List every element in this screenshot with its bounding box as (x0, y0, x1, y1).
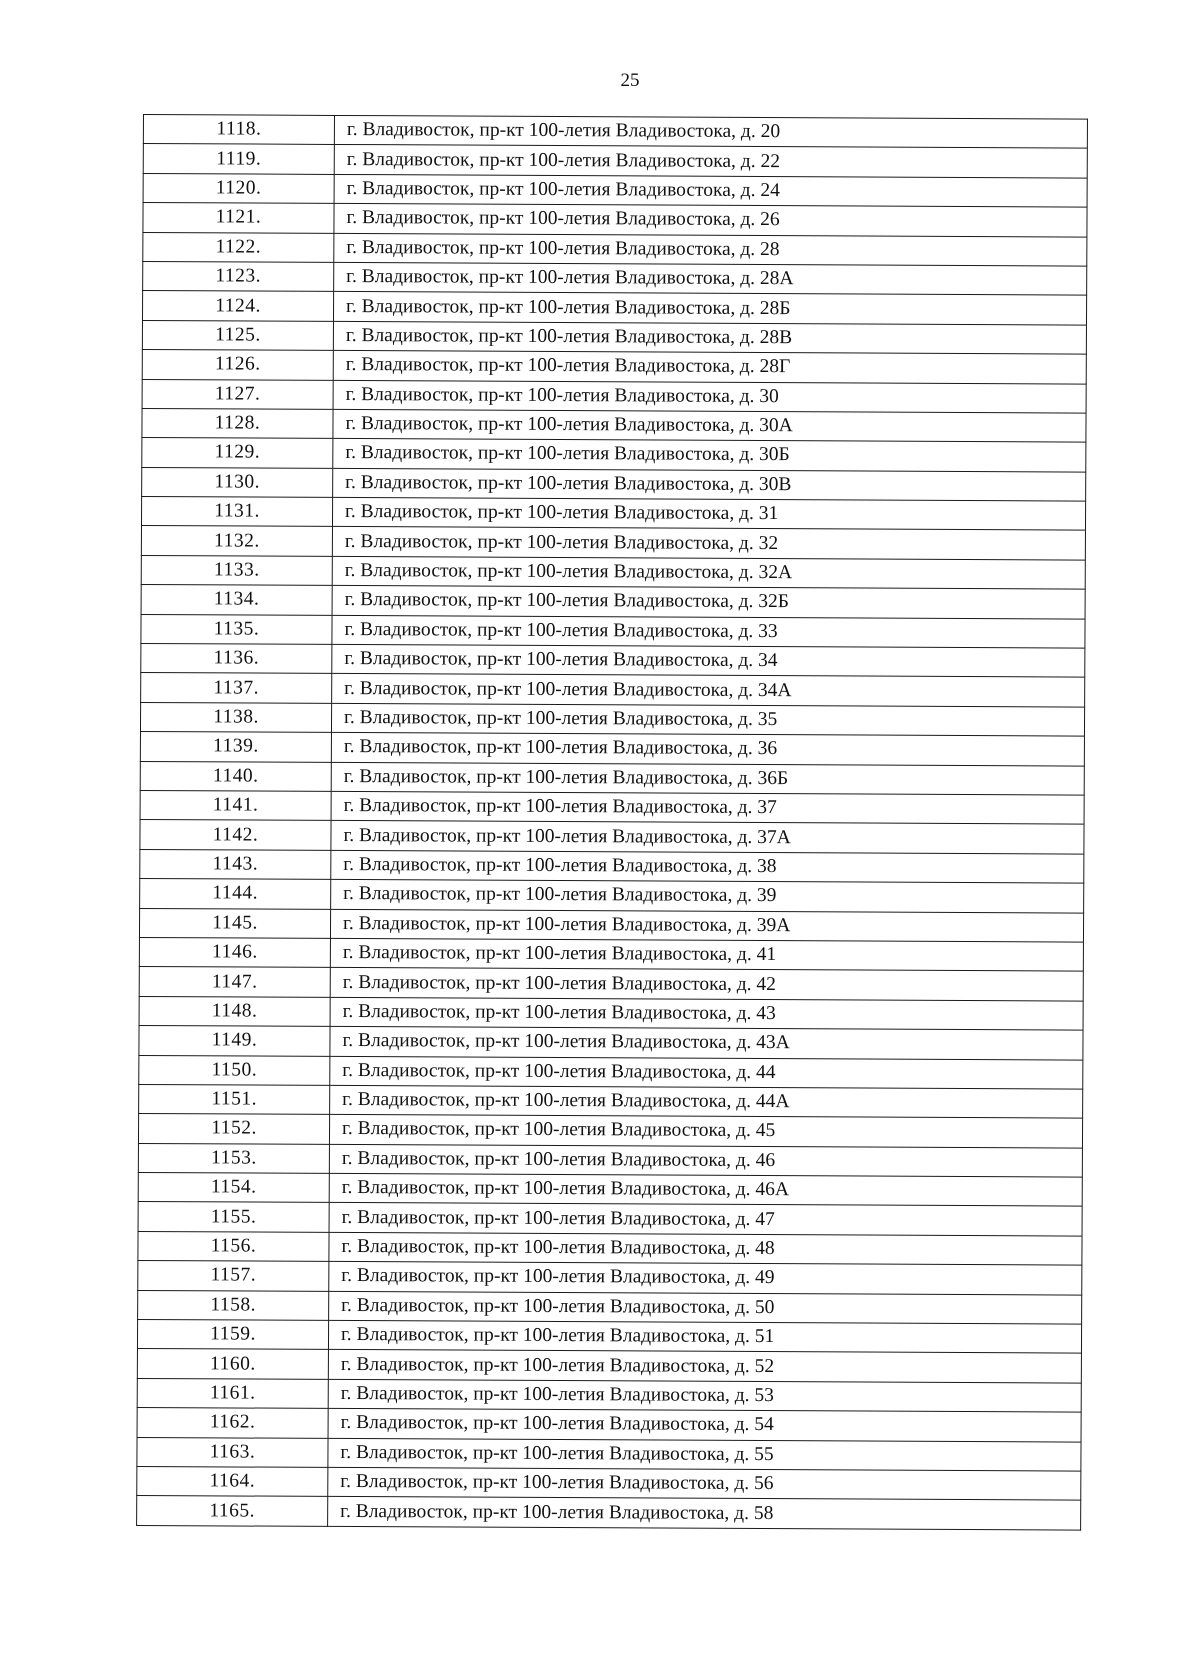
address-cell: г. Владивосток, пр-кт 100-летия Владивостока, д. 52 (328, 1350, 1081, 1383)
address-cell: г. Владивосток, пр-кт 100-летия Владивостока, д. 56 (328, 1467, 1081, 1500)
table-row (142, 408, 1086, 442)
row-number-cell: 1159. (137, 1320, 328, 1350)
row-number-cell: 1122. (143, 232, 334, 262)
row-number-cell: 1124. (142, 291, 333, 321)
address-cell: г. Владивосток, пр-кт 100-летия Владивостока, д. 20 (334, 115, 1087, 148)
row-number-cell: 1144. (140, 879, 331, 909)
row-number-cell: 1152. (138, 1114, 329, 1144)
address-cell: г. Владивосток, пр-кт 100-летия Владивостока, д. 36Б (331, 762, 1084, 795)
row-number-cell: 1134. (141, 585, 332, 615)
table-row (141, 644, 1085, 678)
address-cell: г. Владивосток, пр-кт 100-летия Владивостока, д. 30А (333, 409, 1086, 442)
row-number-cell: 1129. (142, 438, 333, 468)
row-number-cell: 1140. (140, 761, 331, 791)
table-row (143, 115, 1087, 149)
address-cell: г. Владивосток, пр-кт 100-летия Владивостока, д. 30 (333, 380, 1086, 413)
table-row (143, 261, 1087, 295)
address-cell: г. Владивосток, пр-кт 100-летия Владивостока, д. 37А (331, 821, 1084, 854)
table-row (138, 1290, 1082, 1324)
row-number-cell: 1153. (138, 1143, 329, 1173)
table-row (142, 291, 1086, 325)
table-row (142, 320, 1086, 354)
row-number-cell: 1126. (142, 350, 333, 380)
row-number-cell: 1123. (143, 261, 334, 291)
table-row (137, 1320, 1081, 1354)
table-row (139, 996, 1083, 1030)
row-number-cell: 1136. (141, 644, 332, 674)
row-number-cell: 1142. (140, 820, 331, 850)
address-cell: г. Владивосток, пр-кт 100-летия Владивостока, д. 28Г (333, 351, 1086, 384)
row-number-cell: 1119. (143, 144, 334, 174)
address-cell: г. Владивосток, пр-кт 100-летия Владивостока, д. 32А (332, 556, 1085, 589)
row-number-cell: 1121. (143, 203, 334, 233)
table-row (143, 232, 1087, 266)
table-row (140, 732, 1084, 766)
table-row (143, 203, 1087, 237)
row-number-cell: 1138. (140, 702, 331, 732)
address-cell: г. Владивосток, пр-кт 100-летия Владивостока, д. 42 (330, 968, 1083, 1001)
table-row (137, 1437, 1081, 1471)
address-cell: г. Владивосток, пр-кт 100-летия Владивостока, д. 53 (328, 1379, 1081, 1412)
table-row (141, 526, 1085, 560)
row-number-cell: 1150. (139, 1055, 330, 1085)
row-number-cell: 1160. (137, 1349, 328, 1379)
page-number: 25 (620, 70, 640, 91)
table-row (141, 673, 1085, 707)
address-cell: г. Владивосток, пр-кт 100-летия Владивостока, д. 50 (329, 1291, 1082, 1324)
address-cell: г. Владивосток, пр-кт 100-летия Владивостока, д. 36 (331, 733, 1084, 766)
table-row (140, 879, 1084, 913)
row-number-cell: 1120. (143, 173, 334, 203)
table-row (137, 1496, 1081, 1530)
table-row (141, 555, 1085, 589)
address-cell: г. Владивосток, пр-кт 100-летия Владивостока, д. 28А (334, 262, 1087, 295)
address-cell: г. Владивосток, пр-кт 100-летия Владивостока, д. 31 (332, 498, 1085, 531)
table-row (140, 702, 1084, 736)
address-cell: г. Владивосток, пр-кт 100-летия Владивостока, д. 47 (329, 1203, 1082, 1236)
table-row (138, 1143, 1082, 1177)
table-row (137, 1408, 1081, 1442)
address-cell: г. Владивосток, пр-кт 100-летия Владивостока, д. 44 (330, 1056, 1083, 1089)
address-cell: г. Владивосток, пр-кт 100-летия Владивостока, д. 32Б (332, 586, 1085, 619)
row-number-cell: 1154. (138, 1173, 329, 1203)
address-cell: г. Владивосток, пр-кт 100-летия Владивостока, д. 28Б (333, 292, 1086, 325)
row-number-cell: 1118. (143, 115, 334, 145)
table-row (137, 1378, 1081, 1412)
address-cell: г. Владивосток, пр-кт 100-летия Владивостока, д. 33 (332, 615, 1085, 648)
table-row (140, 761, 1084, 795)
address-cell: г. Владивосток, пр-кт 100-летия Владивостока, д. 51 (328, 1320, 1081, 1353)
address-cell: г. Владивосток, пр-кт 100-летия Владивостока, д. 39А (330, 909, 1083, 942)
address-cell: г. Владивосток, пр-кт 100-летия Владивостока, д. 44А (330, 1085, 1083, 1118)
table-row (138, 1261, 1082, 1295)
address-cell: г. Владивосток, пр-кт 100-летия Владивостока, д. 43 (330, 997, 1083, 1030)
row-number-cell: 1141. (140, 790, 331, 820)
row-number-cell: 1156. (138, 1231, 329, 1261)
row-number-cell: 1164. (137, 1466, 328, 1496)
row-number-cell: 1163. (137, 1437, 328, 1467)
table-row (142, 438, 1086, 472)
table-row (139, 937, 1083, 971)
table-row (142, 379, 1086, 413)
row-number-cell: 1131. (141, 497, 332, 527)
table-row (141, 614, 1085, 648)
table-row (137, 1349, 1081, 1383)
address-cell: г. Владивосток, пр-кт 100-летия Владивостока, д. 30В (333, 468, 1086, 501)
table-row (140, 790, 1084, 824)
table-row (138, 1231, 1082, 1265)
row-number-cell: 1162. (137, 1408, 328, 1438)
table-row (139, 908, 1083, 942)
row-number-cell: 1132. (141, 526, 332, 556)
address-cell: г. Владивосток, пр-кт 100-летия Владивостока, д. 38 (331, 850, 1084, 883)
row-number-cell: 1133. (141, 555, 332, 585)
table-row (139, 1084, 1083, 1118)
address-cell: г. Владивосток, пр-кт 100-летия Владивостока, д. 46А (329, 1173, 1082, 1206)
row-number-cell: 1165. (137, 1496, 328, 1526)
address-cell: г. Владивосток, пр-кт 100-летия Владивостока, д. 39 (331, 880, 1084, 913)
table-row (140, 820, 1084, 854)
address-cell: г. Владивосток, пр-кт 100-летия Владивостока, д. 37 (331, 791, 1084, 824)
address-cell: г. Владивосток, пр-кт 100-летия Владивостока, д. 32 (332, 527, 1085, 560)
row-number-cell: 1145. (139, 908, 330, 938)
table-row (142, 467, 1086, 501)
table-row (140, 849, 1084, 883)
table-row (143, 144, 1087, 178)
row-number-cell: 1125. (142, 320, 333, 350)
address-cell: г. Владивосток, пр-кт 100-летия Владивостока, д. 34А (332, 674, 1085, 707)
address-cell: г. Владивосток, пр-кт 100-летия Владивостока, д. 46 (329, 1144, 1082, 1177)
address-cell: г. Владивосток, пр-кт 100-летия Владивостока, д. 34 (332, 644, 1085, 677)
row-number-cell: 1161. (137, 1378, 328, 1408)
address-cell: г. Владивосток, пр-кт 100-летия Владивостока, д. 28В (333, 321, 1086, 354)
address-cell: г. Владивосток, пр-кт 100-летия Владивостока, д. 24 (334, 174, 1087, 207)
table-row (138, 1202, 1082, 1236)
address-cell: г. Владивосток, пр-кт 100-летия Владивостока, д. 30Б (333, 439, 1086, 472)
row-number-cell: 1147. (139, 967, 330, 997)
table-row (137, 1466, 1081, 1500)
table-row (139, 1055, 1083, 1089)
row-number-cell: 1128. (142, 408, 333, 438)
row-number-cell: 1130. (142, 467, 333, 497)
row-number-cell: 1139. (140, 732, 331, 762)
table-row (141, 585, 1085, 619)
address-cell: г. Владивосток, пр-кт 100-летия Владивостока, д. 58 (328, 1497, 1081, 1530)
address-cell: г. Владивосток, пр-кт 100-летия Владивостока, д. 41 (330, 938, 1083, 971)
address-cell: г. Владивосток, пр-кт 100-летия Владивостока, д. 48 (329, 1232, 1082, 1265)
row-number-cell: 1135. (141, 614, 332, 644)
row-number-cell: 1127. (142, 379, 333, 409)
address-cell: г. Владивосток, пр-кт 100-летия Владивостока, д. 35 (331, 703, 1084, 736)
address-table-body (137, 115, 1088, 1530)
address-cell: г. Владивосток, пр-кт 100-летия Владивостока, д. 26 (334, 204, 1087, 237)
address-cell: г. Владивосток, пр-кт 100-летия Владивостока, д. 43А (330, 1027, 1083, 1060)
row-number-cell: 1146. (139, 937, 330, 967)
table-row (139, 1026, 1083, 1060)
table-row (138, 1173, 1082, 1207)
table-row (141, 497, 1085, 531)
row-number-cell: 1148. (139, 996, 330, 1026)
row-number-cell: 1157. (138, 1261, 329, 1291)
address-cell: г. Владивосток, пр-кт 100-летия Владивостока, д. 55 (328, 1438, 1081, 1471)
address-table (136, 114, 1088, 1530)
table-row (139, 967, 1083, 1001)
table-row (138, 1114, 1082, 1148)
row-number-cell: 1155. (138, 1202, 329, 1232)
address-cell: г. Владивосток, пр-кт 100-летия Владивостока, д. 45 (329, 1115, 1082, 1148)
address-cell: г. Владивосток, пр-кт 100-летия Владивостока, д. 22 (334, 145, 1087, 178)
row-number-cell: 1143. (140, 849, 331, 879)
row-number-cell: 1137. (141, 673, 332, 703)
address-cell: г. Владивосток, пр-кт 100-летия Владивостока, д. 54 (328, 1409, 1081, 1442)
table-row (142, 350, 1086, 384)
row-number-cell: 1158. (138, 1290, 329, 1320)
row-number-cell: 1151. (139, 1084, 330, 1114)
address-cell: г. Владивосток, пр-кт 100-летия Владивостока, д. 49 (329, 1262, 1082, 1295)
row-number-cell: 1149. (139, 1026, 330, 1056)
table-row (143, 173, 1087, 207)
address-cell: г. Владивосток, пр-кт 100-летия Владивостока, д. 28 (334, 233, 1087, 266)
